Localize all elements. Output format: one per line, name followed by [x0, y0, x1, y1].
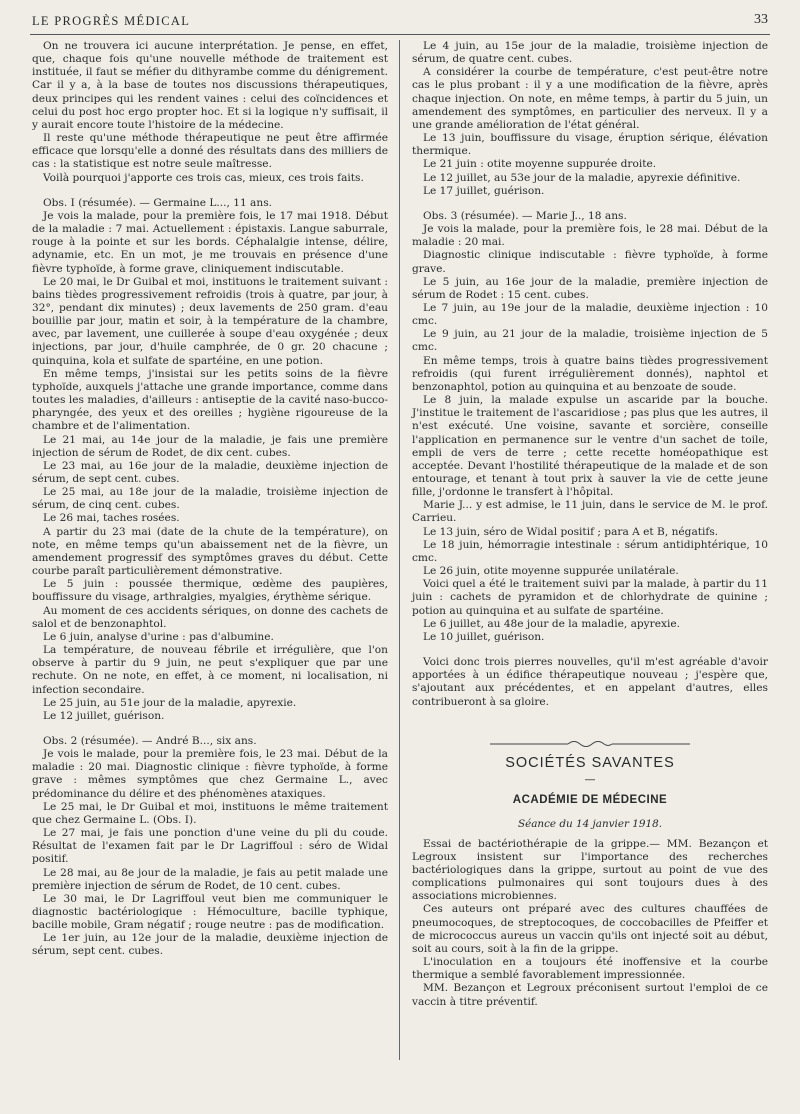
paragraph: Le 25 mai, au 18e jour de la maladie, troisième injection de sérum, de cinq cent. cubes. — [32, 486, 388, 512]
paragraph: Je vois la malade, pour la première fois, le 17 mai 1918. Début de la maladie : 7 mai. Actuellement : épistaxis. Langue saburrale, rouge à la pointe et sur les bords. Céphalalgie intense, délire, adynamie, etc. En un mot, je me trouvais en présence d'une fièvre typhoïde, à forme grave, cliniquement indiscutable. — [32, 209, 388, 275]
paragraph: A considérer la courbe de température, c'est peut-être notre cas le plus probant : il y a une modification de la fièvre, après chaque injection. On note, en même temps, à partir du 5 juin, un amendement des symptômes, en particulier des nerveux. Il y a une grande amélioration de l'état général. — [412, 66, 768, 131]
paragraph: Le 17 juillet, guérison. — [423, 184, 545, 197]
paragraph: Le 9 juin, au 21 jour de la maladie, troisième injection de 5 cmc. — [412, 328, 768, 354]
paragraph: Le 23 mai, au 16e jour de la maladie, deuxième injection de sérum, de sept cent. cubes. — [32, 459, 388, 485]
section-title: SOCIÉTÉS SAVANTES — [505, 754, 675, 771]
page-number: 33 — [754, 12, 768, 27]
paragraph: Je vois le malade, pour la première fois, le 23 mai. Début de la maladie : 20 mai. Diagnostic clinique : fièvre typhoïde, à forme grave : mêmes symptômes que chez Germaine L., avec prédominance du délire et des phénomènes ataxiques. — [32, 748, 388, 800]
page-header — [30, 12, 770, 35]
ornament-flourish-icon — [490, 738, 690, 750]
paragraph: Voici quel a été le traitement suivi par la malade, à partir du 11 juin : cachets de pyramidon et de chlorhydrate de quinine ; potion au quinquina et au sulfate de spartéine. — [412, 578, 768, 617]
paragraph: MM. Bezançon et Legroux préconisent surtout l'emploi de ce vaccin à titre préventif. — [412, 982, 768, 1008]
paragraph: Le 21 juin : otite moyenne suppurée droite. — [423, 158, 657, 171]
paragraph: La température, de nouveau fébrile et irrégulière, que l'on observe à partir du 9 juin, ne peut s'expliquer que par une rechute. On ne note, en effet, à ce moment, ni localisation, ni infection secondaire. — [32, 644, 388, 696]
paragraph: Le 30 mai, le Dr Lagriffoul veut bien me communiquer le diagnostic bactériologique : Hémoculture, bacille typhique, bacille mobile, Gram négatif ; rouge neutre : pas de modification. — [32, 892, 388, 932]
paragraph: Le 6 juin, analyse d'urine : pas d'albumine. — [43, 630, 274, 643]
paragraph: Diagnostic clinique indiscutable : fièvre typhoïde, à forme grave. — [412, 249, 768, 275]
paragraph: Le 18 juin, hémorragie intestinale : sérum antidiphtérique, 10 cmc. — [412, 538, 768, 564]
paragraph: Le 26 mai, taches rosées. — [43, 512, 180, 525]
paragraph: Le 5 juin, au 16e jour de la maladie, première injection de sérum de Rodet : 15 cent. cubes. — [412, 275, 768, 301]
right-column — [412, 40, 768, 1009]
paragraph: Le 8 juin, la malade expulse un ascaride par la bouche. J'institue le traitement de l'ascaridiose ; pas plus que les autres, il n'est exécuté. Une voisine, savante et sorcière, conseille l'application en permanence sur le ventre d'un sachet de toile, empli de vers de terre ; cette recette homéopathique est acceptée. Devant l'hostilité thérapeutique de la malade et de son entourage, et tenant à tout prix à sauver la vie de cette jeune fille, j'ordonne le transfert à l'hôpital. — [412, 394, 768, 499]
paragraph: Le 20 mai, le Dr Guibal et moi, instituons le traitement suivant : bains tièdes progressivement refroidis (trois à quatre, par jour, à 32°, pendant dix minutes) ; deux lavements de 250 gram. d'eau bouillie par jour, matin et soir, à la température de la chambre, avec, par lavement, une cuillerée à soupe d'eau oxygénée ; deux injections, par jour, d'huile camphrée, de 0 gr. 20 chacune ; quinquina, kola et sulfate de spartéine, en une potion. — [32, 275, 388, 367]
paragraph: A partir du 23 mai (date de la chute de la température), on note, en même temps qu'un abaissement net de la fièvre, un amendement progressif des symptômes graves du début. Cette courbe paraît particulièrement démonstrative. — [32, 525, 388, 578]
paragraph: Le 21 mai, au 14e jour de la maladie, je fais une première injection de sérum de Rodet, de dix cent. cubes. — [32, 433, 388, 459]
section-dash: — — [584, 772, 596, 786]
paragraph: Le 5 juin : poussée thermique, œdème des paupières, bouffissure du visage, arthralgies, myalgies, érythème sérique. — [32, 578, 388, 604]
paragraph: Le 25 juin, au 51e jour de la maladie, apyrexie. — [43, 696, 297, 709]
journal-title: LE PROGRÈS MÉDICAL — [32, 14, 191, 28]
paragraph: Le 12 juillet, guérison. — [43, 709, 165, 722]
session-date: Séance du 14 janvier 1918. — [517, 817, 663, 830]
paragraph: Au moment de ces accidents sériques, on donne des cachets de salol et de benzonaphtol. — [32, 604, 388, 630]
paragraph: Il reste qu'une méthode thérapeutique ne peut être affirmée efficace que lorsqu'elle a donné des résultats dans des milliers de cas : la statistique est notre seule maîtresse. — [32, 132, 388, 171]
academy-heading: ACADÉMIE DE MÉDECINE — [512, 793, 668, 806]
paragraph: Le 13 juin, bouffissure du visage, éruption sérique, élévation thermique. — [412, 132, 768, 158]
paragraph: On ne trouvera ici aucune interprétation. Je pense, en effet, que, chaque fois qu'une nouvelle méthode de traitement est instituée, il faut se méfier du dithyrambe comme du dénigrement. Car il y a, à la base de toutes nos discussions thérapeutiques, deux principes qui les rendent vaines : celui des coïncidences et celui du post hoc ergo propter hoc. Et si la logique n'y suffisait, il y aurait encore toute l'histoire de la médecine. — [32, 40, 388, 131]
paragraph: En même temps, trois à quatre bains tièdes progressivement refroidis (qui furent irrégulièrement donnés), naphtol et benzonaphtol, potion au quinquina et au benzoate de soude. — [412, 354, 768, 393]
left-column — [32, 40, 388, 959]
paragraph: Marie J... y est admise, le 11 juin, dans le service de M. le prof. Carrieu. — [412, 499, 768, 525]
observation-heading: Obs. 3 (résumée). — Marie J.., 18 ans. — [423, 209, 627, 222]
paragraph: Le 1er juin, au 12e jour de la maladie, deuxième injection de sérum, sept cent. cubes. — [32, 932, 388, 958]
paragraph: Le 28 mai, au 8e jour de la maladie, je fais au petit malade une première injection de sérum de Rodet, de 10 cent. cubes. — [32, 866, 388, 892]
column-divider — [399, 40, 400, 1060]
paragraph: L'inoculation en a toujours été inoffensive et la courbe thermique a semblé favorablement impressionnée. — [412, 956, 768, 982]
paragraph: Ces auteurs ont préparé avec des cultures chauffées de pneumocoques, de streptocoques, de coccobacilles de Pfeiffer et de micrococcus aureus un vaccin qu'ils ont injecté soit au début, soit au cours, soit à la fin de la grippe. — [412, 903, 768, 955]
paragraph: Le 13 juin, séro de Widal positif ; para A et B, négatifs. — [423, 525, 719, 538]
paragraph: Voilà pourquoi j'apporte ces trois cas, mieux, ces trois faits. — [43, 171, 364, 184]
conclusion-paragraph: Voici donc trois pierres nouvelles, qu'il m'est agréable d'avoir apportées à un édifice thérapeutique nouveau ; j'espère que, s'ajoutant aux précédentes, et en appelant d'autres, elles contribueront à sa gloire. — [412, 656, 768, 708]
ornamental-divider — [412, 735, 768, 747]
paragraph: Le 26 juin, otite moyenne suppurée unilatérale. — [423, 565, 679, 578]
paragraph: Le 10 juillet, guérison. — [423, 630, 545, 643]
paragraph: Le 12 juillet, au 53e jour de la maladie, apyrexie définitive. — [423, 171, 741, 184]
paragraph: Le 25 mai, le Dr Guibal et moi, instituons le même traitement que chez Germaine L. (Obs. I). — [32, 800, 388, 826]
paragraph: Le 6 juillet, au 48e jour de la maladie, apyrexie. — [423, 617, 680, 630]
paragraph: En même temps, j'insistai sur les petits soins de la fièvre typhoïde, auxquels j'attache une grande importance, comme dans toutes les maladies, d'ailleurs : antiseptie de la cavité naso-bucco-pharyngée, des yeux et des oreilles ; hygiène rigoureuse de la chambre et de l'alimentation. — [32, 367, 388, 433]
observation-heading: Obs. 2 (résumée). — André B..., six ans. — [43, 734, 257, 747]
paragraph: Le 7 juin, au 19e jour de la maladie, deuxième injection : 10 cmc. — [412, 301, 768, 328]
paragraph: Le 4 juin, au 15e jour de la maladie, troisième injection de sérum, de quatre cent. cubes. — [412, 40, 768, 66]
paragraph: Essai de bactériothérapie de la grippe.— MM. Bezançon et Legroux insistent sur l'importance des recherches bactériologiques dans la grippe, surtout au point de vue des complications pulmonaires qui sont toujours dues à des associations microbiennes. — [412, 837, 768, 903]
paragraph: Je vois la malade, pour la première fois, le 28 mai. Début de la maladie : 20 mai. — [412, 223, 768, 249]
observation-heading: Obs. I (résumée). — Germaine L..., 11 ans. — [43, 196, 272, 209]
paragraph: Le 27 mai, je fais une ponction d'une veine du pli du coude. Résultat de l'examen fait par le Dr Lagriffoul : séro de Widal positif. — [32, 827, 388, 866]
